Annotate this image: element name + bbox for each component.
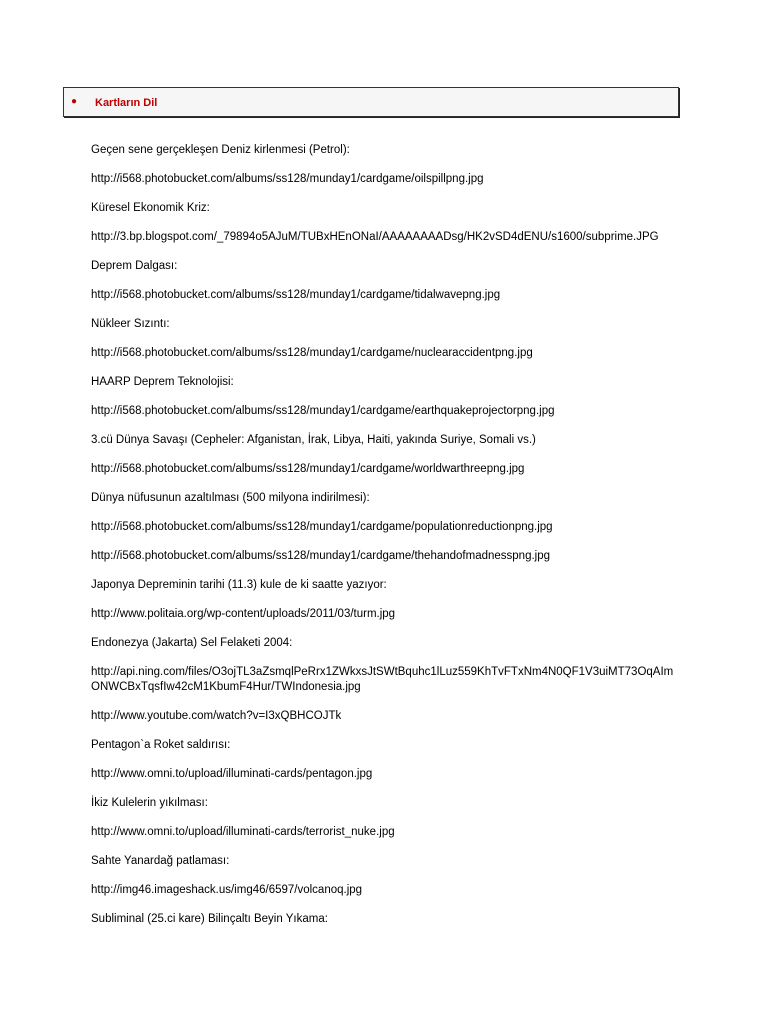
line-14: http://i568.photobucket.com/albums/ss128/munday1/cardgame/thehandofmadnesspng.jpg bbox=[91, 550, 551, 562]
line-15: Japonya Depreminin tarihi (11.3) kule de ki saatte yazıyor: bbox=[91, 579, 387, 591]
line-5: http://i568.photobucket.com/albums/ss128/munday1/cardgame/tidalwavepng.jpg bbox=[91, 289, 501, 301]
line-13: http://i568.photobucket.com/albums/ss128/munday1/cardgame/populationreductionpng.jpg bbox=[91, 521, 553, 533]
bullet-icon: ● bbox=[71, 96, 78, 107]
line-24: Sahte Yanardağ patlaması: bbox=[91, 855, 230, 867]
line-10: 3.cü Dünya Savaşı (Cepheler: Afganistan, İrak, Libya, Haiti, yakında Suriye, Somali vs.) bbox=[91, 434, 536, 446]
line-4: Deprem Dalgası: bbox=[91, 260, 178, 272]
line-19: http://www.youtube.com/watch?v=I3xQBHCOJTk bbox=[91, 710, 342, 722]
line-16: http://www.politaia.org/wp-content/uploads/2011/03/turm.jpg bbox=[91, 608, 396, 620]
line-1: http://i568.photobucket.com/albums/ss128/munday1/cardgame/oilspillpng.jpg bbox=[91, 173, 484, 185]
line-0: Geçen sene gerçekleşen Deniz kirlenmesi (Petrol): bbox=[91, 144, 350, 156]
line-9: http://i568.photobucket.com/albums/ss128/munday1/cardgame/earthquakeprojectorpng.jpg bbox=[91, 405, 555, 417]
line-11: http://i568.photobucket.com/albums/ss128/munday1/cardgame/worldwarthreepng.jpg bbox=[91, 463, 525, 475]
line-7: http://i568.photobucket.com/albums/ss128/munday1/cardgame/nuclearaccidentpng.jpg bbox=[91, 347, 533, 359]
line-18: http://api.ning.com/files/O3ojTL3aZsmqlPeRrx1ZWkxsJtSWtBquhc1lLuz559KhTvFTxNm4N0QF1V3uiMT73OqAImONWCBxTqsfIw42cM1KbumF4Hur/TWIndonesia.jpg bbox=[91, 666, 674, 693]
line-22: İkiz Kulelerin yıkılması: bbox=[91, 797, 208, 809]
header-box bbox=[63, 87, 679, 117]
line-6: Nükleer Sızıntı: bbox=[91, 318, 170, 330]
line-17: Endonezya (Jakarta) Sel Felaketi 2004: bbox=[91, 637, 293, 649]
document-body bbox=[91, 143, 681, 941]
line-25: http://img46.imageshack.us/img46/6597/volcanoq.jpg bbox=[91, 884, 363, 896]
line-2: Küresel Ekonomik Kriz: bbox=[91, 202, 210, 214]
line-20: Pentagon`a Roket saldırısı: bbox=[91, 739, 231, 751]
line-8: HAARP Deprem Teknolojisi: bbox=[91, 376, 234, 388]
line-12: Dünya nüfusunun azaltılması (500 milyona indirilmesi): bbox=[91, 492, 370, 504]
line-21: http://www.omni.to/upload/illuminati-cards/pentagon.jpg bbox=[91, 768, 373, 780]
line-3: http://3.bp.blogspot.com/_79894o5AJuM/TUBxHEnONaI/AAAAAAAADsg/HK2vSD4dENU/s1600/subprime.JPG bbox=[91, 231, 659, 243]
line-23: http://www.omni.to/upload/illuminati-cards/terrorist_nuke.jpg bbox=[91, 826, 395, 838]
header-title: Kartların Dil bbox=[95, 97, 158, 109]
line-26: Subliminal (25.ci kare) Bilinçaltı Beyin Yıkama: bbox=[91, 913, 328, 925]
